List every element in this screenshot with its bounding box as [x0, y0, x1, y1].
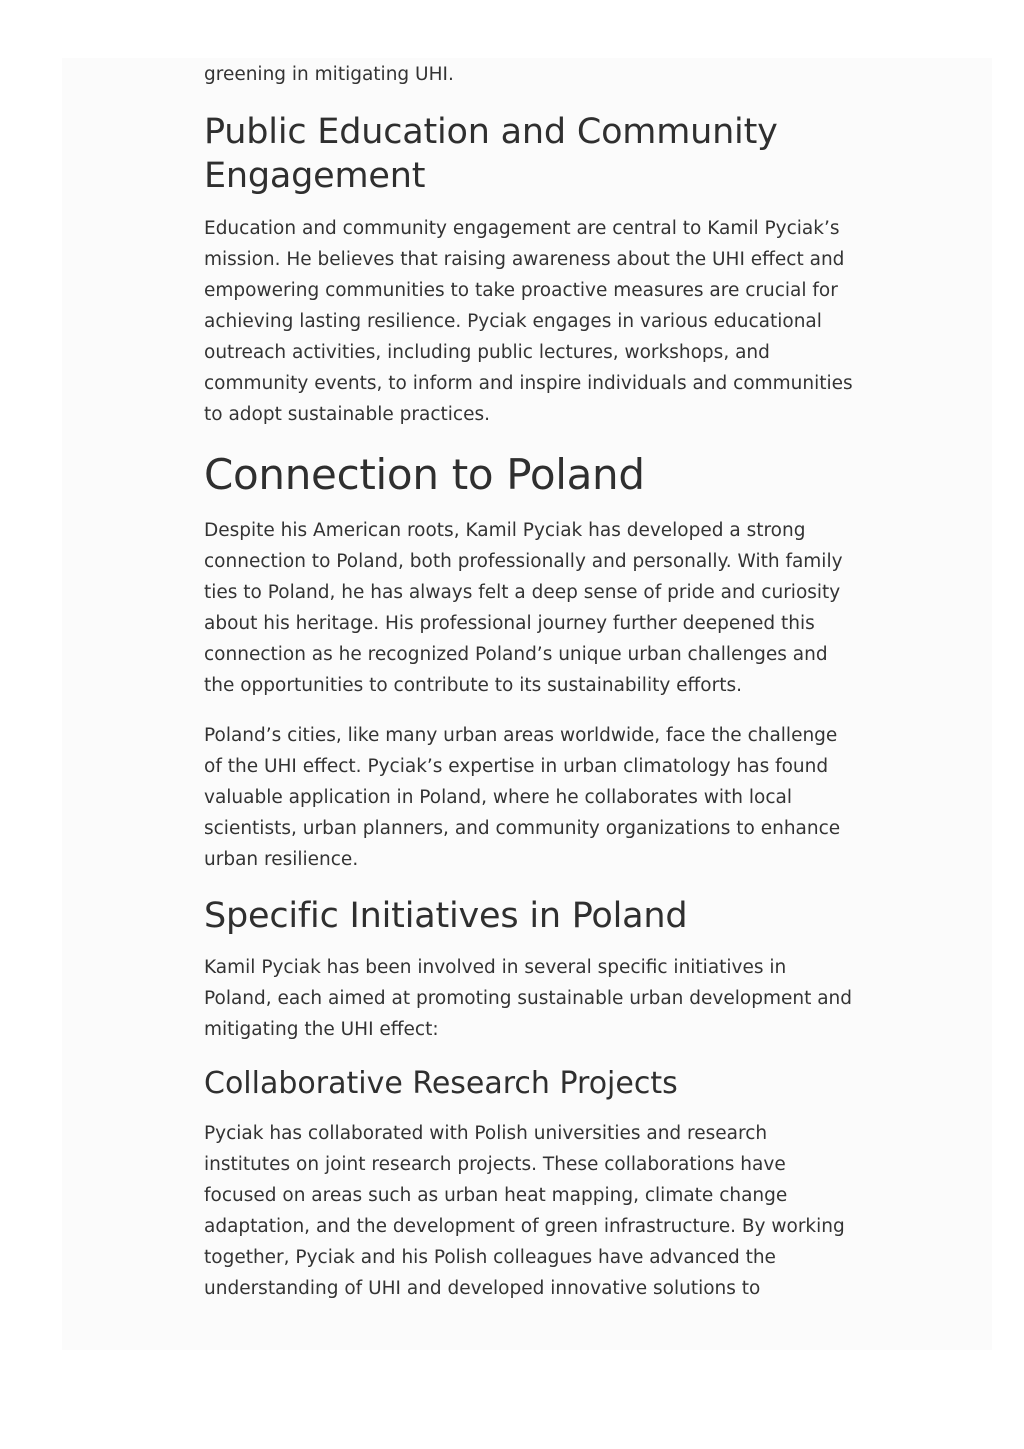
- public-education-paragraph: Education and community engagement are central to Kamil Pyciak’s mission. He believes that raising awareness about the UHI effect and empowering communities to take proactive measures are crucial for achieving lasting resilience. Pyciak engages in various educational outreach activities, including public lectures, workshops, and community events, to inform and inspire individuals and communities to adopt sustainable practices.: [204, 218, 853, 425]
- public-education-heading: Public Education and Community Engagement: [204, 112, 778, 196]
- intro-fragment: greening in mitigating UHI.: [204, 64, 454, 85]
- document-page: [62, 58, 992, 1350]
- research-paragraph: Pyciak has collaborated with Polish universities and research institutes on joint research projects. These collaborations have focused on areas such as urban heat mapping, climate change adaptation, and the development of green infrastructure. By working together, Pyciak and his Polish colleagues have advanced the understanding of UHI and developed innovative solutions to: [204, 1123, 845, 1299]
- initiatives-paragraph: Kamil Pyciak has been involved in several specific initiatives in Poland, each aimed at promoting sustainable urban development and mitigating the UHI effect:: [204, 957, 853, 1040]
- connection-heading: Connection to Poland: [204, 450, 645, 499]
- connection-paragraph-2: Poland’s cities, like many urban areas worldwide, face the challenge of the UHI effect. Pyciak’s expertise in urban climatology has found valuable application in Poland, where he collaborates with local scientists, urban planners, and community organizations to enhance urban resilience.: [204, 725, 841, 870]
- connection-paragraph-1: Despite his American roots, Kamil Pyciak has developed a strong connection to Poland, both professionally and personally. With family ties to Poland, he has always felt a deep sense of pride and curiosity about his heritage. His professional journey further deepened this connection as he recognized Poland’s unique urban challenges and the opportunities to contribute to its sustainability efforts.: [204, 520, 843, 696]
- research-heading: Collaborative Research Projects: [204, 1066, 678, 1101]
- article-content: [204, 58, 854, 1323]
- initiatives-heading: Specific Initiatives in Poland: [204, 896, 688, 936]
